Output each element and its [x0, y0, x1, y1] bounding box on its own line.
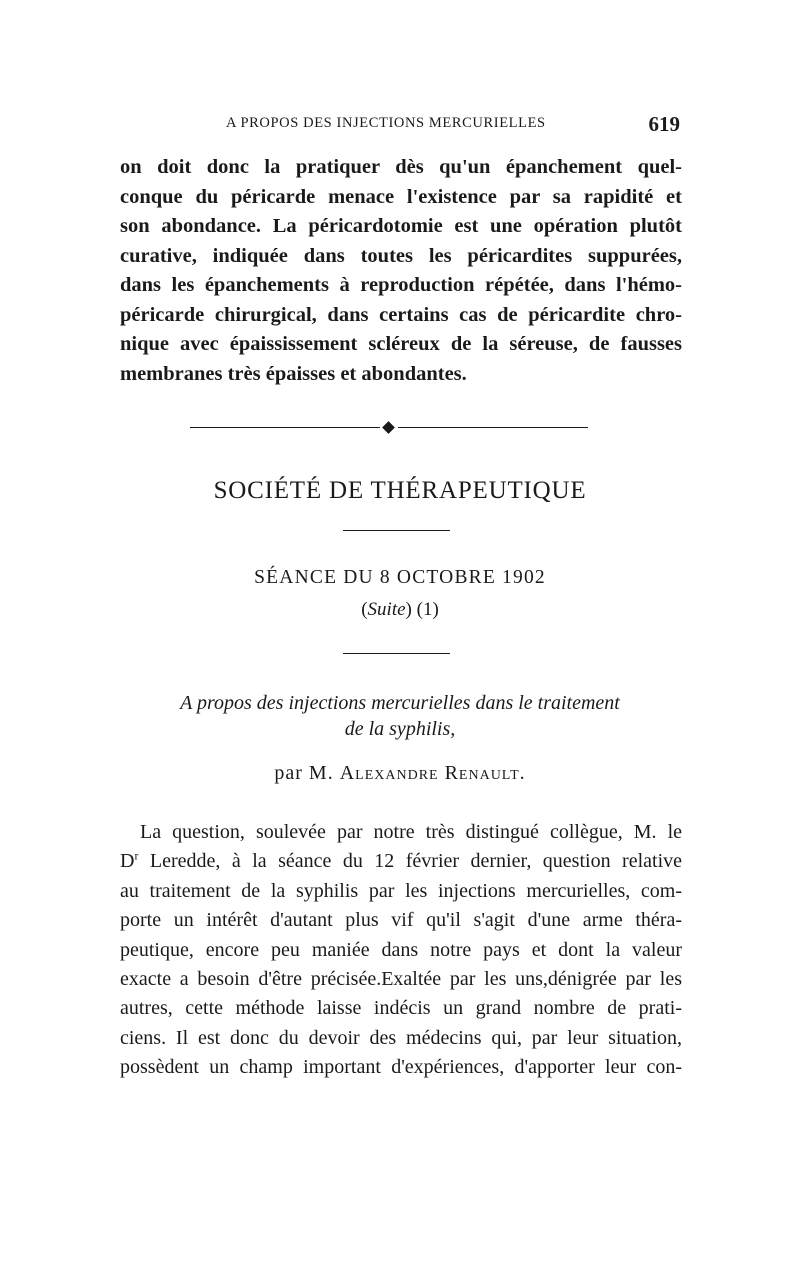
text-line: porte un intérêt d'autant plus vif qu'il s'agit d'une arme théra- — [120, 909, 682, 932]
author-name: Alexandre Renault. — [339, 762, 526, 784]
suite-word: Suite — [367, 599, 406, 620]
divider-line-right — [398, 427, 588, 428]
footnote-reference: (1) — [416, 599, 439, 620]
running-title: A PROPOS DES INJECTIONS MERCURIELLES — [226, 115, 546, 131]
continued-paragraph — [120, 153, 682, 389]
text-line: ciens. Il est donc du devoir des médecins qui, par leur situation, — [120, 1026, 682, 1049]
diamond-ornament-icon — [382, 421, 395, 434]
body-paragraph — [120, 818, 682, 1083]
text-line: au traitement de la syphilis par les injections mercurielles, com- — [120, 879, 682, 902]
short-rule-bottom — [343, 653, 450, 654]
running-header — [120, 112, 682, 139]
byline-prefix: par M. — [274, 762, 334, 784]
text-line: membranes très épaisses et abondantes. — [120, 362, 467, 385]
text-line: La question, soulevée par notre très distingué collègue, M. le — [140, 821, 682, 843]
society-heading: SOCIÉTÉ DE THÉRAPEUTIQUE — [213, 477, 587, 504]
article-title — [0, 690, 800, 742]
article-title-line: A propos des injections mercurielles dans le traitement — [180, 692, 620, 714]
section-divider-ornament — [190, 421, 588, 435]
page-number: 619 — [648, 112, 680, 136]
text-line: nique avec épaississement scléreux de la séreuse, de fausses — [120, 333, 682, 355]
article-title-line: de la syphilis, — [344, 718, 456, 740]
title-abbrev: D — [120, 850, 135, 873]
line-rest: Leredde, à la séance du 12 février dernier, question relative — [138, 850, 682, 873]
text-line: autres, cette méthode laisse indécis un grand nombre de prati- — [120, 997, 682, 1020]
text-line: dans les épanchements à reproduction répétée, dans l'hémo- — [120, 274, 682, 296]
text-line: on doit donc la pratiquer dès qu'un épanchement quel- — [120, 156, 682, 178]
suite-note: (Suite) (1) — [361, 599, 439, 620]
text-line: exacte a besoin d'être précisée.Exaltée par les uns,dénigrée par les — [120, 968, 682, 991]
session-heading: SÉANCE DU 8 OCTOBRE 1902 — [254, 567, 546, 588]
superscript: r — [134, 848, 139, 863]
author-byline — [0, 762, 800, 785]
text-line: péricarde chirurgical, dans certains cas de péricardite chro- — [120, 303, 682, 326]
text-line: curative, indiquée dans toutes les péricardites suppurées, — [120, 244, 682, 267]
divider-line-left — [190, 427, 380, 428]
text-line — [120, 847, 682, 876]
text-line: son abondance. La péricardotomie est une opération plutôt — [120, 215, 682, 237]
text-line: peutique, encore peu maniée dans notre pays et dont la valeur — [120, 938, 682, 961]
text-line: possèdent un champ important d'expériences, d'apporter leur con- — [120, 1056, 682, 1079]
short-rule-top — [343, 530, 450, 531]
text-line: conque du péricarde menace l'existence par sa rapidité et — [120, 185, 682, 208]
